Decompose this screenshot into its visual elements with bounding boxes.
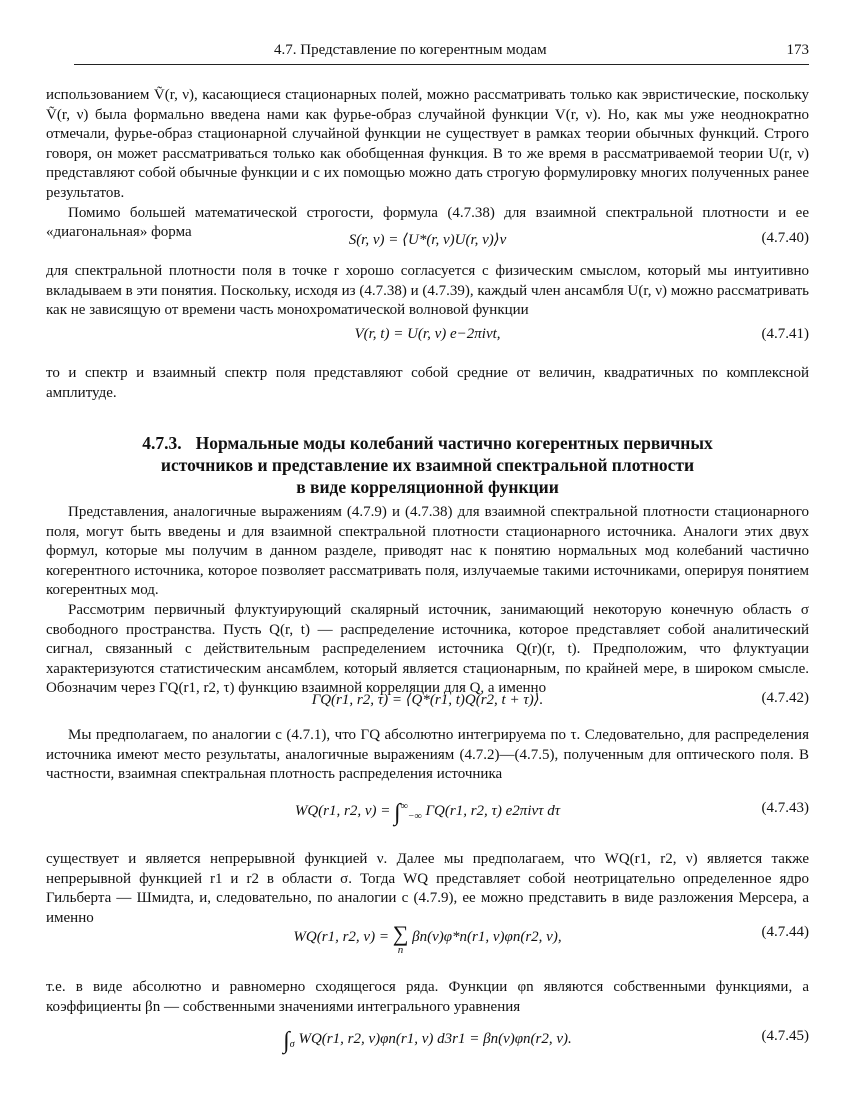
equation-rhs: WQ(r1, r2, ν)φn(r1, ν) d3r1 = βn(ν)φn(r2, ν). [298,1031,572,1047]
equation-4-7-45 [46,1028,809,1068]
equation-number: (4.7.42) [761,690,809,706]
section-number: 4.7.3. [142,433,182,453]
equation-formula [46,800,809,827]
equation-number: (4.7.40) [761,230,809,246]
text-block [46,262,809,321]
equation-number: (4.7.41) [761,326,809,342]
equation-number: (4.7.44) [761,924,809,940]
equation-4-7-44 [46,921,809,964]
integral-domain: σ [289,1039,295,1050]
text-block-top [46,86,809,243]
page-number: 173 [786,42,809,58]
summation-index: n [397,944,404,956]
paragraph: т.е. в виде абсолютно и равномерно сходящегося ряда. Функции φn являются собственными функциями, а коэффициенты βn — собственными значениями интегрального уравнения [46,979,809,1015]
equation-lhs: WQ(r1, r2, ν) = [294,803,391,819]
paragraph: Представления, аналогичные выражениям (4.7.9) и (4.7.38) для взаимной спектральной плотности стационарного поля, могут быть введены и для взаимной спектральной плотности стационарного источника. Аналоги этих двух формул, которые мы получим в данном разделе, приводят нас к понятию нормальных мод колебаний частично когерентного источника, которое позволяет рассматривать поля, излучаемые такими источниками, оперируя понятием когерентных мод. [46,504,809,599]
equation-formula [46,921,809,956]
equation-formula: V(r, t) = U(r, ν) e−2πiνt, [354,326,501,342]
paragraph: то и спектр и взаимный спектр поля представляют собой средние от величин, квадратичных по комплексной амплитуде. [46,365,809,401]
equation-formula [46,1028,809,1055]
equation-rhs: ΓQ(r1, r2, τ) e2πiντ dτ [425,803,561,819]
text-block-section [46,503,809,699]
section-title-line: источников и представление их взаимной спектральной плотности [160,455,695,475]
paragraph: Мы предполагаем, по аналогии с (4.7.1), что ΓQ абсолютно интегрируема по τ. Следовательно, для распределения источника имеют место результаты, аналогичные выражениям (4.7.2)—(4.7.5), полученным для оптического поля. В частности, взаимная спектральная плотность распределения источника [46,727,809,783]
paragraph: Помимо большей математической строгости, формула (4.7.38) для взаимной спектральной плотности и ее «диагональная» форма [46,204,809,241]
equation-number: (4.7.45) [761,1028,809,1044]
equation-lhs: WQ(r1, r2, ν) = [293,929,389,945]
section-title-line: Нормальные моды колебаний частично когерентных первичных [195,433,713,453]
text-block [46,364,809,403]
paragraph: существует и является непрерывной функцией ν. Далее мы предполагаем, что WQ(r1, r2, ν) является также непрерывной функцией r1 и r2 в области σ. Тогда WQ представляет собой неотрицательно определенное ядро Гильберта — Шмидта, и, следовательно, по аналогии с (4.7.9), ее можно представить в виде разложения Мерсера, а именно [46,851,809,926]
paragraph: Рассмотрим первичный флуктуирующий скалярный источник, занимающий некоторую конечную область σ свободного пространства. Пусть Q(r, t) — распределение источника, которое представляет собой аналитический сигнал, связанный с действительным распределением источника Q(r)(r, t). Предположим, что флуктуации характеризуются статистическим ансамблем, который является стационарным, по крайней мере, в широком смысле. Обозначим через ΓQ(r1, r2, τ) функцию взаимной корреляции для Q, а именно [46,601,809,697]
equation-formula: S(r, ν) = ⟨U*(r, ν)U(r, ν)⟩ν [348,232,507,248]
paragraph: для спектральной плотности поля в точке r хорошо согласуется с физическим смыслом, который мы интуитивно вкладываем в эти понятия. Поскольку, исходя из (4.7.38) и (4.7.39), каждый член ансамбля U(r, ν) можно рассматривать как не зависящую от времени часть монохроматической волновой функции [46,263,809,319]
integral-lower-limit: −∞ [407,811,422,822]
equation-number: (4.7.43) [761,800,809,816]
equation-4-7-40 [46,230,809,254]
summation [392,921,409,956]
integral-sign: ∫ [394,800,401,826]
equation-4-7-43 [46,800,809,840]
summation-sign: ∑ [392,921,409,946]
text-block [46,726,809,785]
header-section-title: 4.7. Представление по когерентным модам [274,42,547,58]
equation-formula: ΓQ(r1, r2, τ) = ⟨Q*(r1, t)Q(r2, t + τ)⟩. [311,692,544,708]
integral-sign: ∫ [283,1028,290,1054]
section-heading [46,432,809,498]
section-title-line: в виде корреляционной функции [296,477,559,497]
equation-4-7-41 [46,326,809,350]
running-header [74,40,809,65]
text-block [46,850,809,928]
text-block [46,978,809,1017]
equation-4-7-42 [46,690,809,714]
integral-upper-limit: ∞ [400,801,408,812]
equation-rhs: βn(ν)φ*n(r1, ν)φn(r2, ν), [412,929,562,945]
paragraph: использованием Ṽ(r, ν), касающиеся стационарных полей, можно рассматривать только как эвристические, поскольку Ṽ(r, ν) была формально введена нами как фурье-образ случайной функции V(r, ν). Но, как мы уже неоднократно отмечали, фурье-образ стационарной случайной функции не существует в рамках теории обычных функций. Строго говоря, он может рассматриваться только как обобщенная функция. В то же время в рассматриваемой теории U(r, ν) представляют собой обычные функции и с их помощью можно дать строгую формулировку многих полученных ранее результатов. [46,87,809,201]
